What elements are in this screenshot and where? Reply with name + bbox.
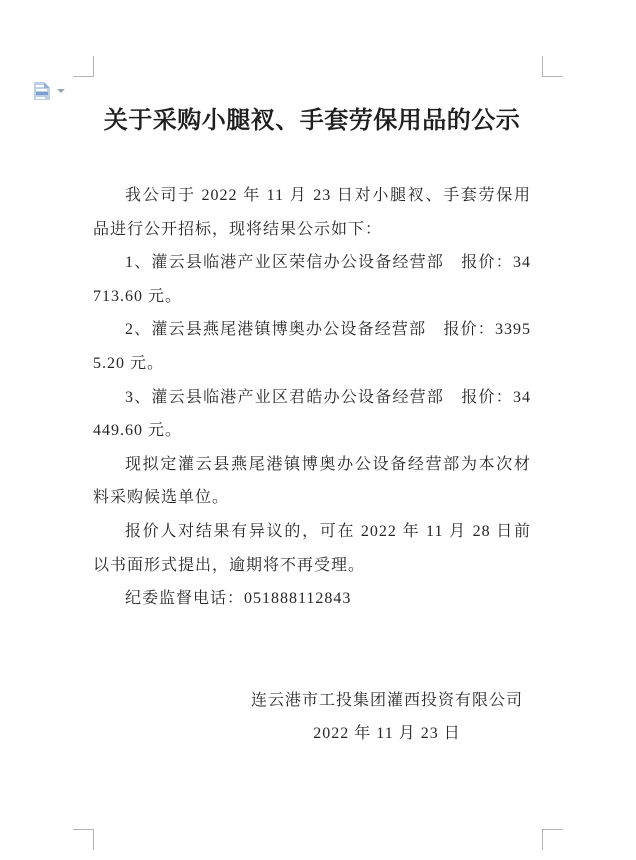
signature-date: 2022 年 11 月 23 日 [313,725,461,743]
paragraph-winner: 现拟定灌云县燕尾港镇博奥办公设备经营部为本次材料采购候选单位。 [93,455,531,507]
signature-company: 连云港市工投集团灌西投资有限公司 [250,691,523,709]
paragraph-dispute: 报价人对结果有异议的，可在 2022 年 11 月 28 日前以书面形式提出，逾期将不再受理。 [93,522,531,574]
paste-document-icon [34,82,50,100]
margin-crop-mark-bottom-right [542,829,563,850]
paragraph-phone: 纪委监督电话：051888112843 [125,590,352,608]
margin-crop-mark-bottom-left [73,829,94,850]
document-title: 关于采购小腿衩、手套劳保用品的公示 [103,108,521,134]
margin-crop-mark-top-right [542,56,563,77]
paragraph-bid-1: 1、灌云县临港产业区荣信办公设备经营部 报价：34713.60 元。 [93,254,531,305]
paste-options-button[interactable] [34,82,65,100]
margin-crop-mark-top-left [73,56,94,77]
chevron-down-icon[interactable] [57,89,65,93]
document-text-area [93,105,531,751]
paragraph-bid-2: 2、灌云县燕尾港镇博奥办公设备经营部 报价：33955.20 元。 [93,321,531,372]
paragraph-bid-3: 3、灌云县临港产业区君皓办公设备经营部 报价：34449.60 元。 [93,388,531,440]
signature-block [249,684,525,751]
paragraph-intro: 我公司于 2022 年 11 月 23 日对小腿衩、手套劳保用品进行公开招标，现将结果公示如下： [93,187,531,238]
